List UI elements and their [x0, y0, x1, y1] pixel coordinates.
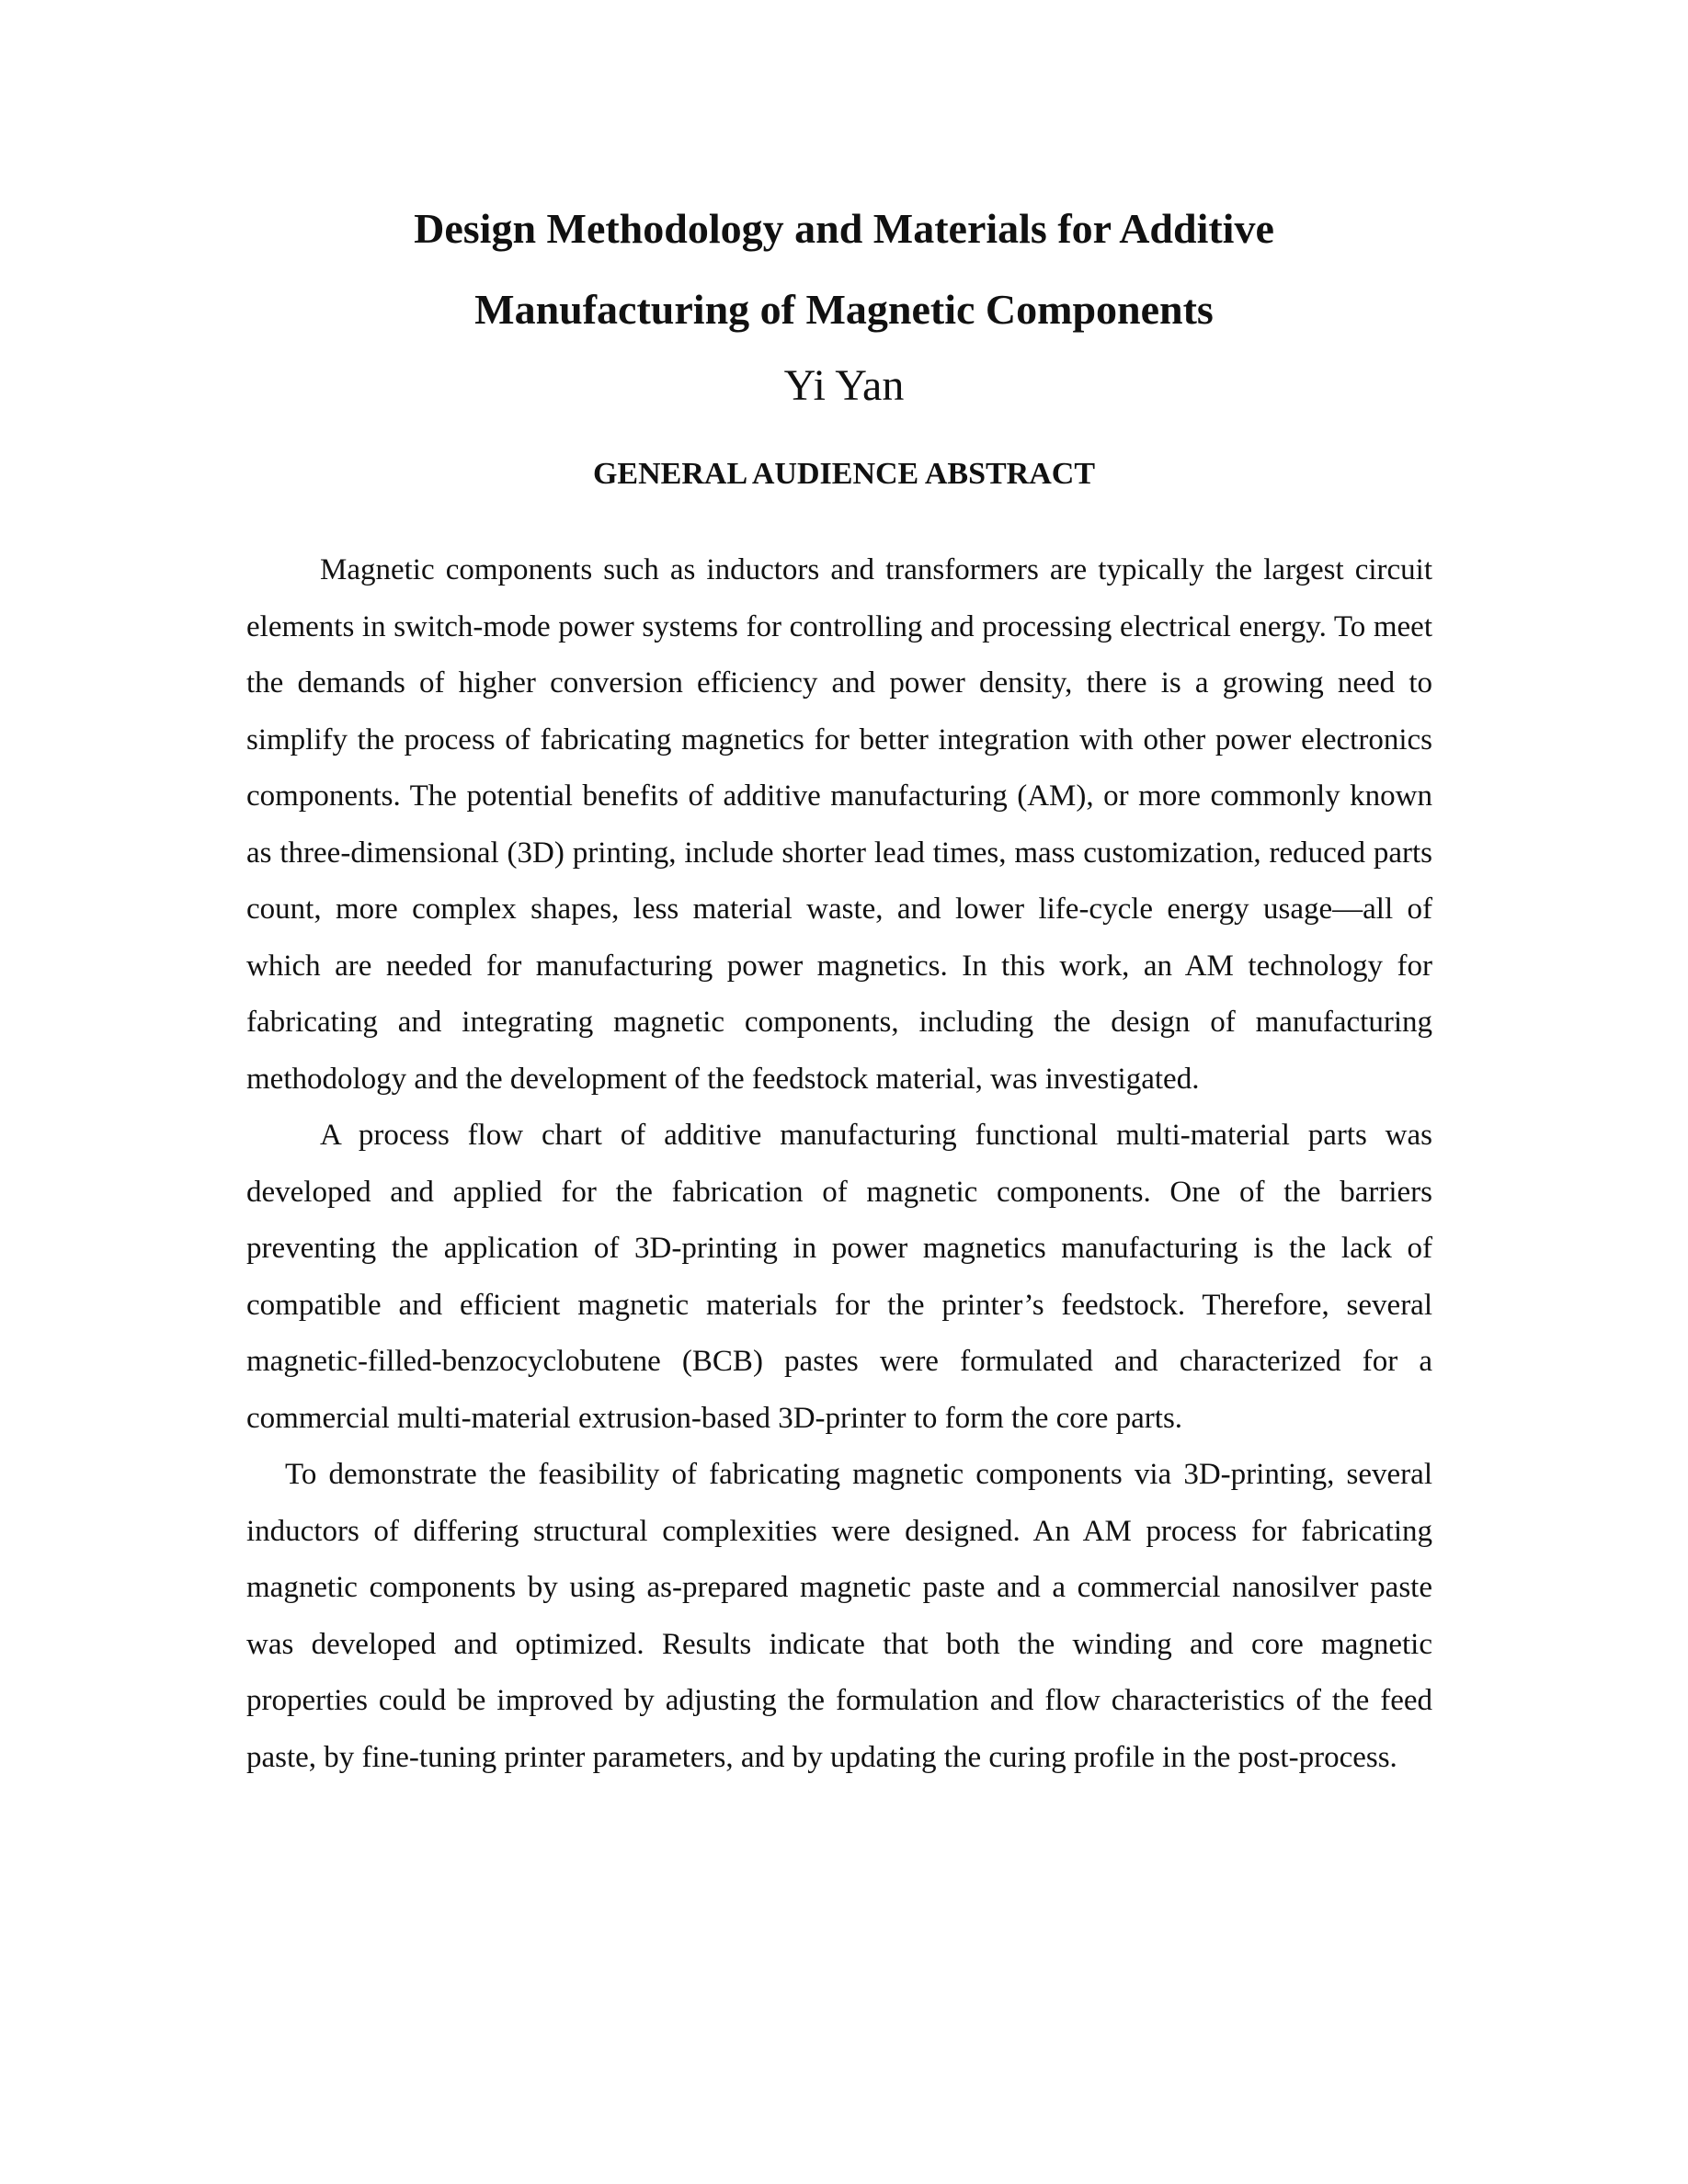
abstract-paragraph-1: Magnetic components such as inductors and transformers are typically the largest circuit elements in switch-mode power systems for controlling and processing electrical energy. To meet the demands of higher conversion efficiency and power density, there is a growing need to simplify the process of fabricating magnetics for better integration with other power electronics components. The potential benefits of additive manufacturing (AM), or more commonly known as three-dimensional (3D) printing, include shorter lead times, mass customization, reduced parts count, more complex shapes, less material waste, and lower life-cycle energy usage—all of which are needed for manufacturing power magnetics. In this work, an AM technology for fabricating and integrating magnetic components, including the design of manufacturing methodology and the development of the feedstock material, was investigated. — [246, 553, 1432, 1096]
abstract-paragraph-2: A process flow chart of additive manufacturing functional multi-material parts was developed and applied for the fabrication of magnetic components. One of the barriers preventing the application of 3D-printing in power magnetics manufacturing is the lack of compatible and efficient magnetic materials for the printer’s feedstock. Therefore, several magnetic-filled-benzocyclobutene (BCB) pastes were formulated and characterized for a commercial multi-material extrusion-based 3D-printer to form the core parts. — [246, 1119, 1432, 1435]
section-heading: GENERAL AUDIENCE ABSTRACT — [592, 457, 1096, 491]
paper-title-line-2: Manufacturing of Magnetic Components — [474, 286, 1214, 333]
author-name: Yi Yan — [783, 361, 905, 410]
paper-title — [0, 188, 1688, 350]
paper-title-line-1: Design Methodology and Materials for Additive — [414, 205, 1274, 252]
abstract-paragraph-3: To demonstrate the feasibility of fabricating magnetic components via 3D-printing, several inductors of differing structural complexities were designed. An AM process for fabricating magnetic components by using as-prepared magnetic paste and a commercial nanosilver paste was developed and optimized. Results indicate that both the winding and core magnetic properties could be improved by adjusting the formulation and flow characteristics of the feed paste, by fine-tuning printer parameters, and by updating the curing profile in the post-process. — [246, 1458, 1432, 1774]
abstract-body — [246, 542, 1432, 1786]
